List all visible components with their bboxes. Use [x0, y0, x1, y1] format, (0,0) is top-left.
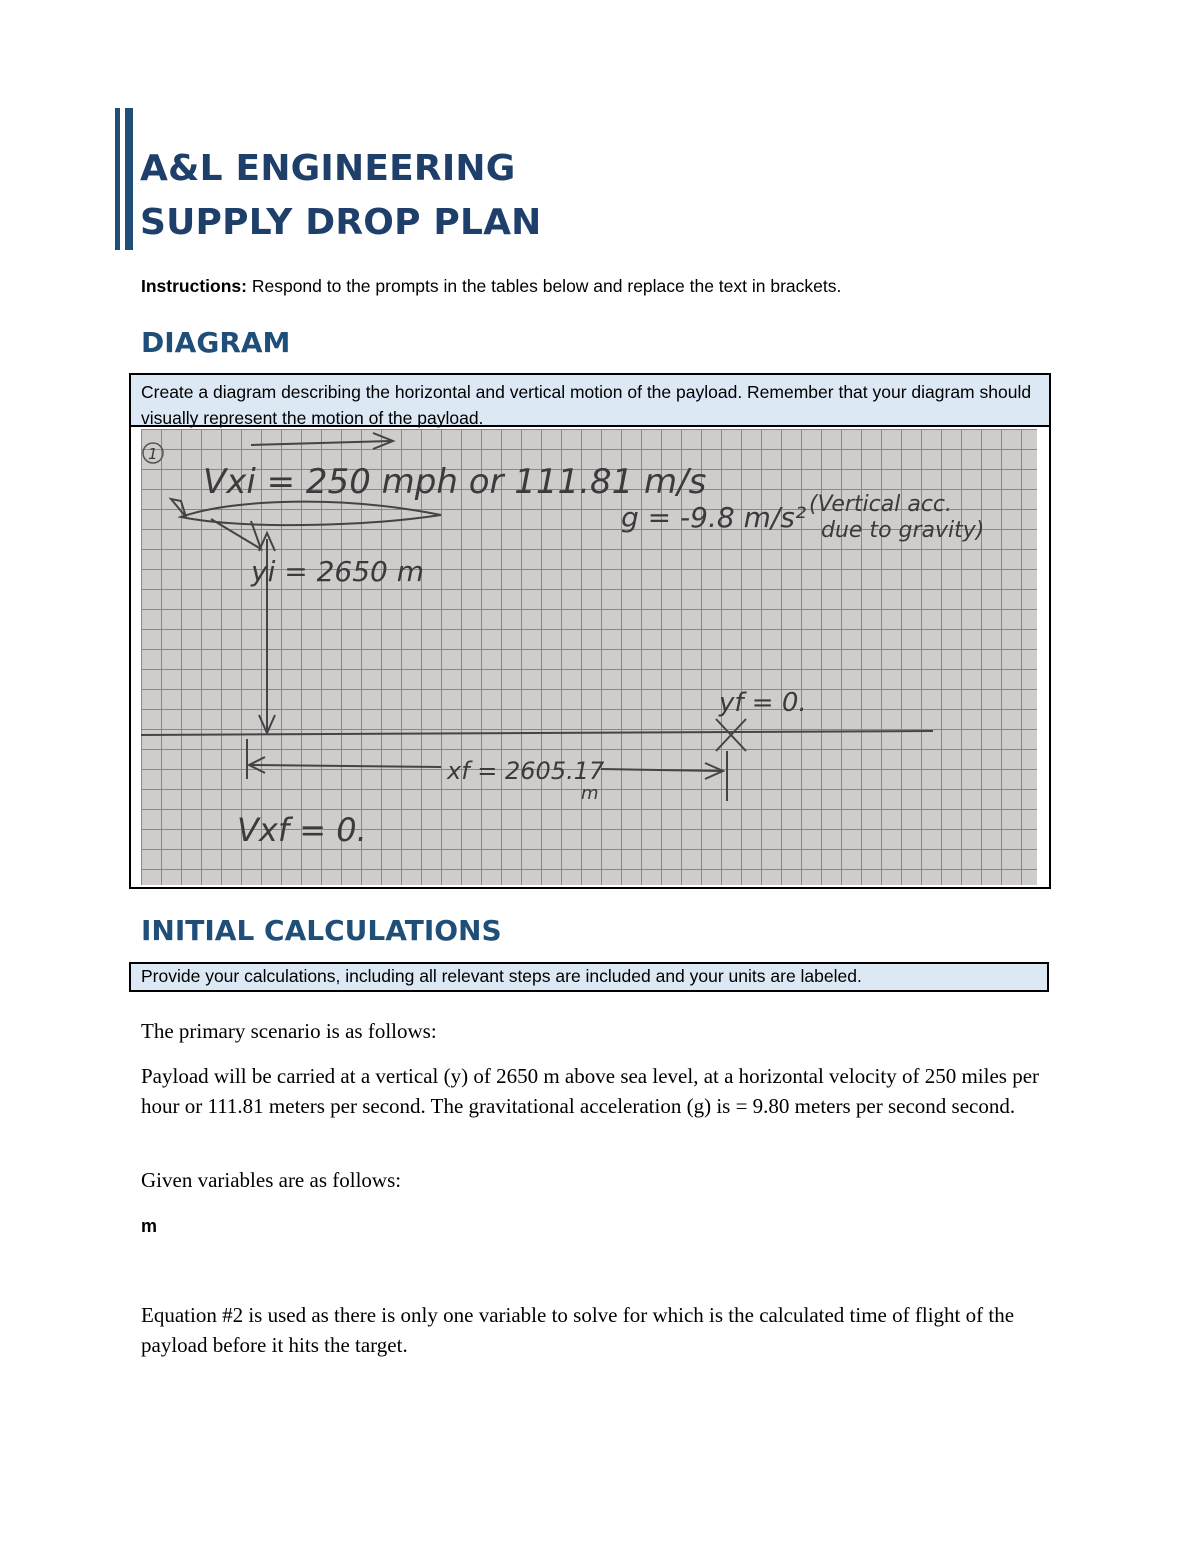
diagram-table — [129, 373, 1051, 889]
company-title: A&L ENGINEERING — [140, 148, 516, 189]
instructions-label: Instructions: — [141, 276, 247, 296]
gravity-note-line1: (Vertical acc. — [809, 492, 953, 517]
diagram-sketch — [141, 429, 1037, 885]
distance-arrow — [601, 769, 721, 771]
diagram-heading: DIAGRAM — [141, 326, 291, 359]
scenario-description: Payload will be carried at a vertical (y) of 2650 m above sea level, at a horizontal velocity of 250 miles per hour or 111.81 meters per second. The gravitational acceleration (g) is = 9.80 meters per second second. — [141, 1064, 1040, 1118]
instructions-text: Respond to the prompts in the tables below and replace the text in brackets. — [246, 276, 842, 296]
document-header — [115, 108, 815, 250]
velocity-arrow — [251, 441, 391, 445]
header-accent-bar — [115, 108, 120, 250]
sketch-number: 1 — [148, 445, 158, 463]
initial-calculations-heading: INITIAL CALCULATIONS — [141, 914, 502, 947]
gravity-label: g = -9.8 m/s² — [621, 501, 807, 534]
equation-explanation: Equation #2 is used as there is only one variable to solve for which is the calculated time of flight of the payload before it hits the target. — [141, 1303, 1015, 1357]
gravity-note-line2: due to gravity) — [821, 518, 985, 543]
calculations-table — [129, 962, 1049, 992]
header-accent-bar — [125, 108, 133, 250]
initial-velocity-label: Vxi = 250 mph or 111.81 m/s — [203, 462, 707, 502]
final-distance-label: xf = 2605.17 — [447, 757, 605, 785]
given-variables-intro: Given variables are as follows: — [141, 1168, 402, 1192]
final-distance-unit: m — [581, 783, 599, 804]
initial-height-label: yi = 2650 m — [251, 555, 425, 588]
final-velocity-label: Vxf = 0. — [237, 811, 367, 849]
given-variables-unit: m — [141, 1216, 158, 1236]
diagram-prompt: Create a diagram describing the horizontal and vertical motion of the payload. Remember that your diagram should visually represent the motion of the payload. — [131, 375, 1049, 427]
instructions — [141, 276, 841, 297]
final-height-label: yf = 0. — [719, 688, 807, 718]
airplane-tail — [171, 499, 186, 517]
document-title: SUPPLY DROP PLAN — [140, 202, 542, 243]
scenario-intro: The primary scenario is as follows: — [141, 1019, 437, 1043]
calculations-prompt: Provide your calculations, including all relevant steps are included and your units are labeled. — [141, 966, 862, 986]
diagram-sketch-photo — [141, 429, 1037, 885]
ground-line — [141, 731, 933, 735]
airplane-body — [181, 502, 441, 525]
distance-arrow — [249, 765, 441, 767]
